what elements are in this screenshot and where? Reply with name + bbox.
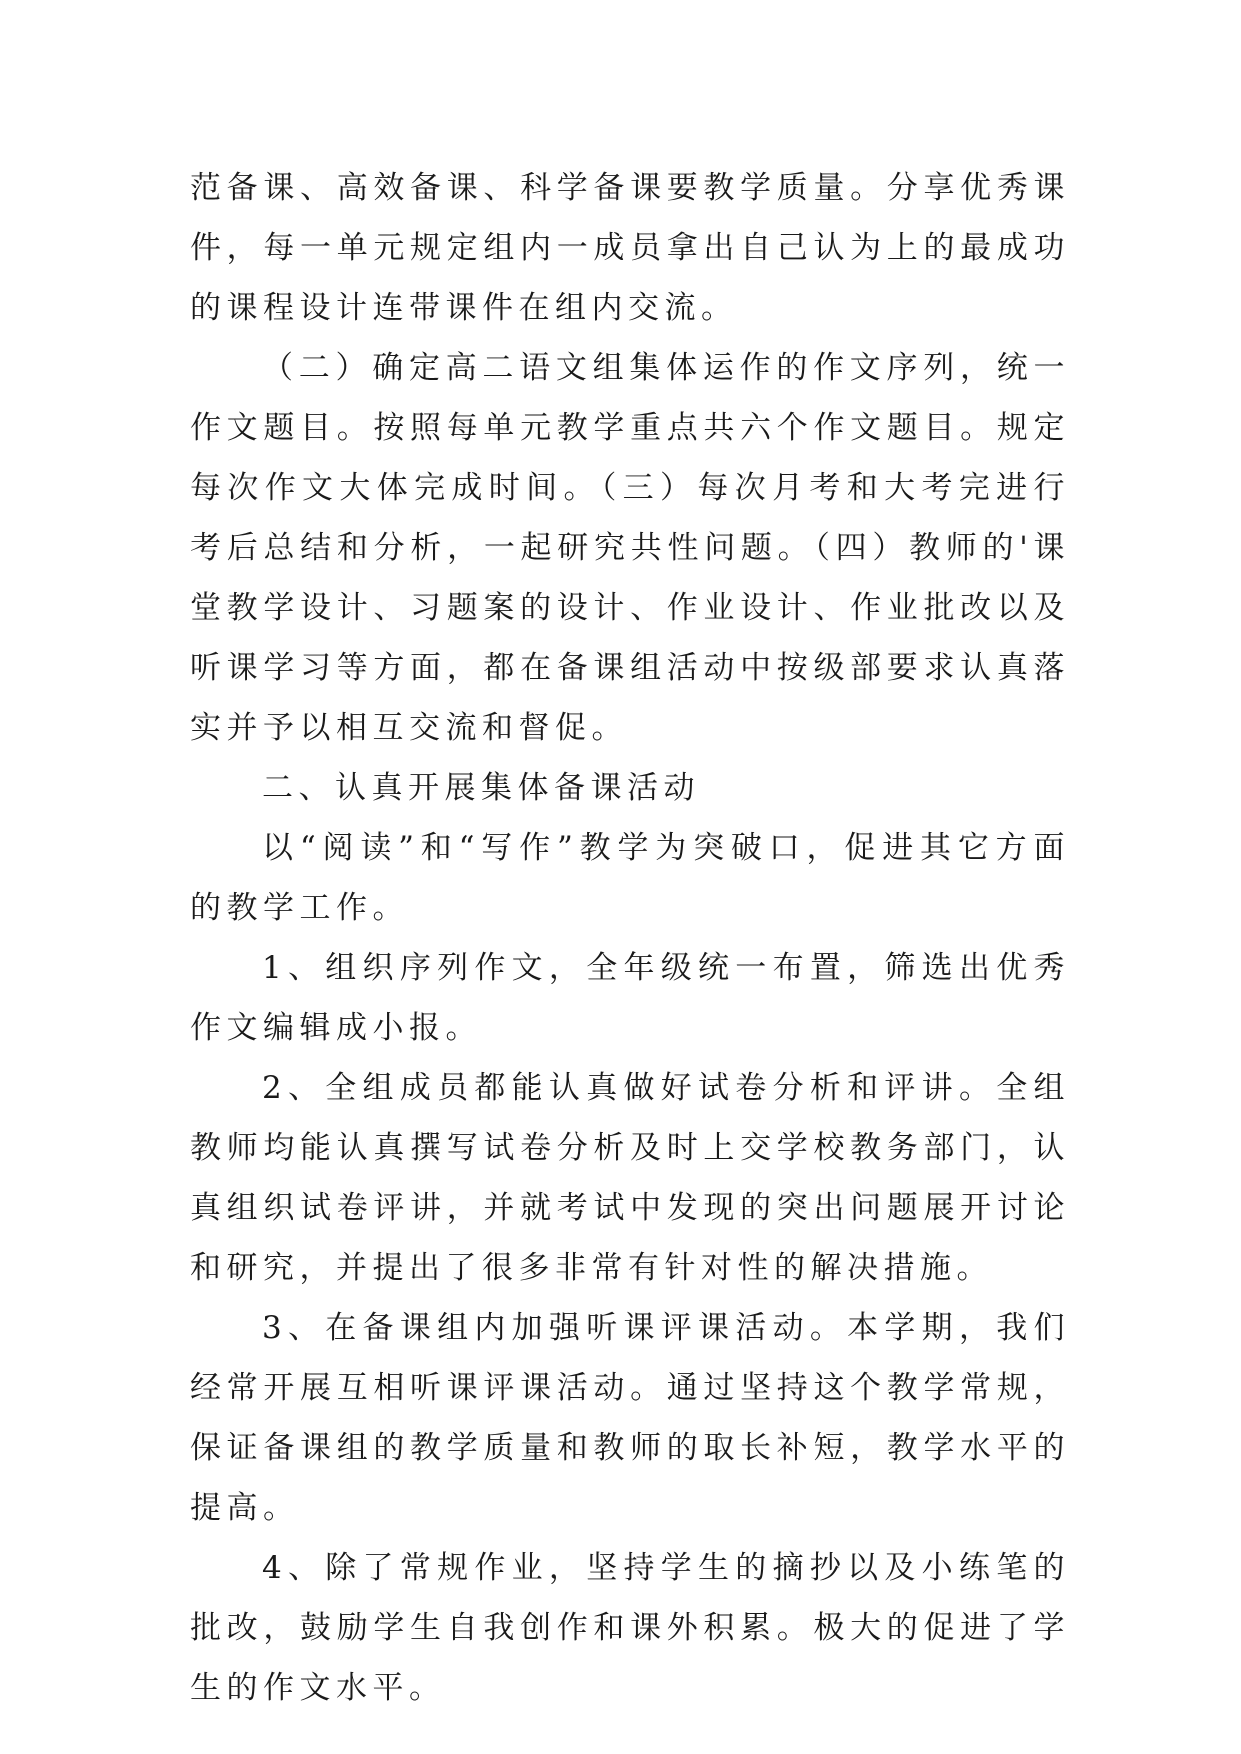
section-heading: 二、认真开展集体备课活动 [262, 770, 700, 806]
paragraph-2: （二）确定高二语文组集体运作的作文序列，统一作文题目。按照每单元教学重点共六个作文题目。规定每次作文大体完成时间。（三）每次月考和大考完进行考后总结和分析，一起研究共性问题。（四）教师的'课堂教学设计、习题案的设计、作业设计、作业批改以及听课学习等方面，都在备课组活动中按级部要求认真落实并予以相互交流和督促。 [190, 350, 1070, 746]
paragraph-3: 以“阅读”和“写作”教学为突破口，促进其它方面的教学工作。 [190, 830, 1070, 926]
list-item-1: 1、组织序列作文，全年级统一布置，筛选出优秀作文编辑成小报。 [190, 950, 1070, 1046]
list-item-3: 3、在备课组内加强听课评课活动。本学期，我们经常开展互相听课评课活动。通过坚持这个教学常规，保证备课组的教学质量和教师的取长补短，教学水平的提高。 [190, 1310, 1070, 1526]
document-body [190, 158, 1070, 1718]
list-item-4: 4、除了常规作业，坚持学生的摘抄以及小练笔的批改，鼓励学生自我创作和课外积累。极大的促进了学生的作文水平。 [190, 1550, 1070, 1706]
paragraph-1: 范备课、高效备课、科学备课要教学质量。分享优秀课件，每一单元规定组内一成员拿出自己认为上的最成功的课程设计连带课件在组内交流。 [190, 170, 1070, 326]
list-item-2: 2、全组成员都能认真做好试卷分析和评讲。全组教师均能认真撰写试卷分析及时上交学校教务部门，认真组织试卷评讲，并就考试中发现的突出问题展开讨论和研究，并提出了很多非常有针对性的解决措施。 [190, 1070, 1070, 1286]
